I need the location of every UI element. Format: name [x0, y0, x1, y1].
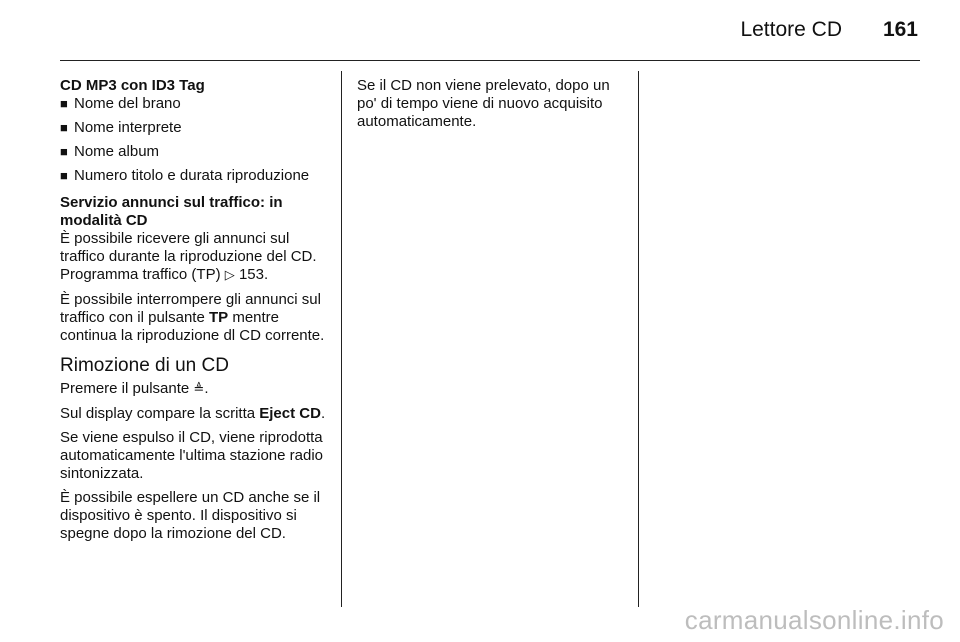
- removal-paragraph-1: Premere il pulsante ≜.: [60, 380, 209, 397]
- removal-paragraph-3: Se viene espulso il CD, viene riprodotta automaticamente l'ultima stazione radio sintonizzata.: [60, 429, 323, 482]
- list-item: ■ Numero titolo e durata riproduzione: [60, 167, 310, 184]
- bullet-icon: ■: [60, 120, 68, 135]
- page-ref: 153.: [238, 266, 269, 283]
- list-item: ■ Nome album: [60, 143, 160, 160]
- bullet-icon: ■: [60, 96, 68, 111]
- list-item: ■ Nome interprete: [60, 119, 182, 136]
- display-text: Eject CD: [259, 405, 321, 422]
- removal-paragraph-2: Sul display compare la scritta Eject CD.: [60, 405, 326, 422]
- traffic-heading: Servizio annunci sul traffico: in modalità CD: [60, 194, 283, 229]
- tp-button-label: TP: [208, 309, 229, 326]
- list-item: ■ Nome del brano: [60, 95, 181, 112]
- removal-paragraph-4: È possibile espellere un CD anche se il dispositivo è spento. Il dispositivo si spegne dopo la rimozione del CD.: [60, 489, 321, 542]
- column-1: [60, 77, 328, 549]
- eject-icon: ≜: [193, 382, 205, 397]
- column-divider-2: [638, 71, 639, 607]
- mp3-tag-list: [60, 95, 328, 185]
- bullet-icon: ■: [60, 168, 68, 183]
- header-title: Lettore CD: [740, 18, 842, 41]
- traffic-paragraph-2: È possibile interrompere gli annunci sul traffico con il pulsante TP mentre continua la riproduzione dl CD corrente.: [60, 291, 325, 344]
- mp3-heading: CD MP3 con ID3 Tag: [60, 77, 205, 94]
- traffic-paragraph-1: È possibile ricevere gli annunci sul traffico durante la riproduzione del CD. Programma traffico (TP) ▷ 153.: [60, 230, 317, 283]
- page-number: 161: [882, 18, 918, 41]
- watermark: carmanualsonline.info: [684, 605, 944, 635]
- column-divider-1: [341, 71, 342, 607]
- auto-reload-paragraph: Se il CD non viene prelevato, dopo un po' di tempo viene di nuovo acquisito automaticamente.: [357, 77, 610, 130]
- page-ref-icon: ▷: [224, 268, 235, 283]
- bullet-icon: ■: [60, 144, 68, 159]
- removal-heading: Rimozione di un CD: [60, 355, 229, 376]
- column-2: [357, 77, 629, 137]
- header-rule: [60, 60, 920, 61]
